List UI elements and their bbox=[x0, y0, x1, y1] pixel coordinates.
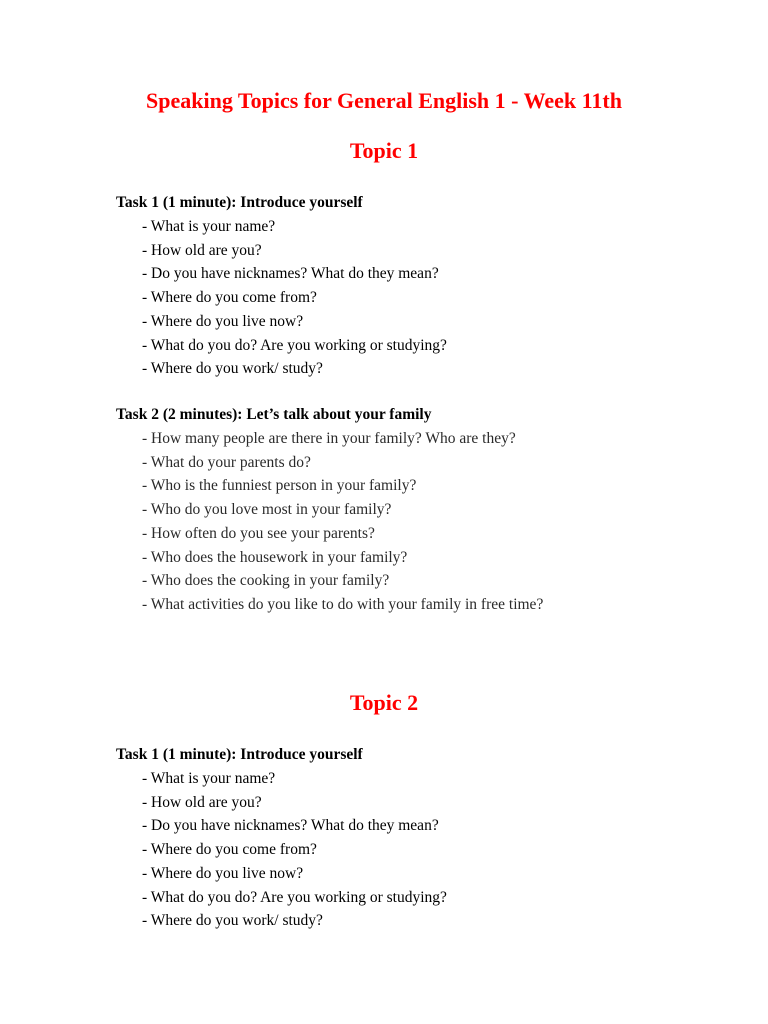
document-title: Speaking Topics for General English 1 - Week 11th bbox=[146, 88, 622, 113]
question-item: - Do you have nicknames? What do they mean? bbox=[142, 265, 439, 283]
topic-1-heading: Topic 1 bbox=[349, 138, 419, 163]
question-item: - How old are you? bbox=[142, 241, 262, 259]
question-item: - Do you have nicknames? What do they mean? bbox=[142, 817, 439, 835]
question-item: - Who do you love most in your family? bbox=[142, 501, 392, 519]
topic-1-task-1-questions bbox=[142, 215, 447, 381]
question-item: - How old are you? bbox=[142, 793, 262, 811]
question-item: - What do you do? Are you working or studying? bbox=[142, 336, 447, 354]
question-item: - Where do you live now? bbox=[142, 864, 304, 882]
question-item: - Where do you work/ study? bbox=[142, 360, 323, 378]
question-item: - What is your name? bbox=[142, 218, 276, 235]
question-item: - What do you do? Are you working or studying? bbox=[142, 888, 447, 906]
topic-2-heading: Topic 2 bbox=[349, 690, 419, 715]
topic-1-task-2-heading: Task 2 (2 minutes): Let’s talk about your family bbox=[116, 406, 432, 423]
topic-1-task-2-questions bbox=[142, 427, 543, 617]
question-item: - Who does the cooking in your family? bbox=[142, 572, 390, 590]
question-item: - What is your name? bbox=[142, 770, 276, 787]
question-item: - Where do you live now? bbox=[142, 312, 304, 330]
topic-2-task-1-questions bbox=[142, 767, 447, 933]
question-item: - How often do you see your parents? bbox=[142, 524, 375, 542]
question-item: - How many people are there in your family? Who are they? bbox=[142, 430, 516, 447]
question-item: - Where do you come from? bbox=[142, 289, 317, 307]
question-item: - Where do you come from? bbox=[142, 841, 317, 859]
topic-1-task-1-heading: Task 1 (1 minute): Introduce yourself bbox=[116, 194, 363, 211]
question-item: - What do your parents do? bbox=[142, 453, 311, 471]
question-item: - Who does the housework in your family? bbox=[142, 548, 408, 566]
question-item: - What activities do you like to do with your family in free time? bbox=[142, 595, 544, 613]
question-item: - Who is the funniest person in your family? bbox=[142, 477, 417, 495]
topic-2-task-1-heading: Task 1 (1 minute): Introduce yourself bbox=[116, 746, 363, 763]
question-item: - Where do you work/ study? bbox=[142, 912, 323, 930]
